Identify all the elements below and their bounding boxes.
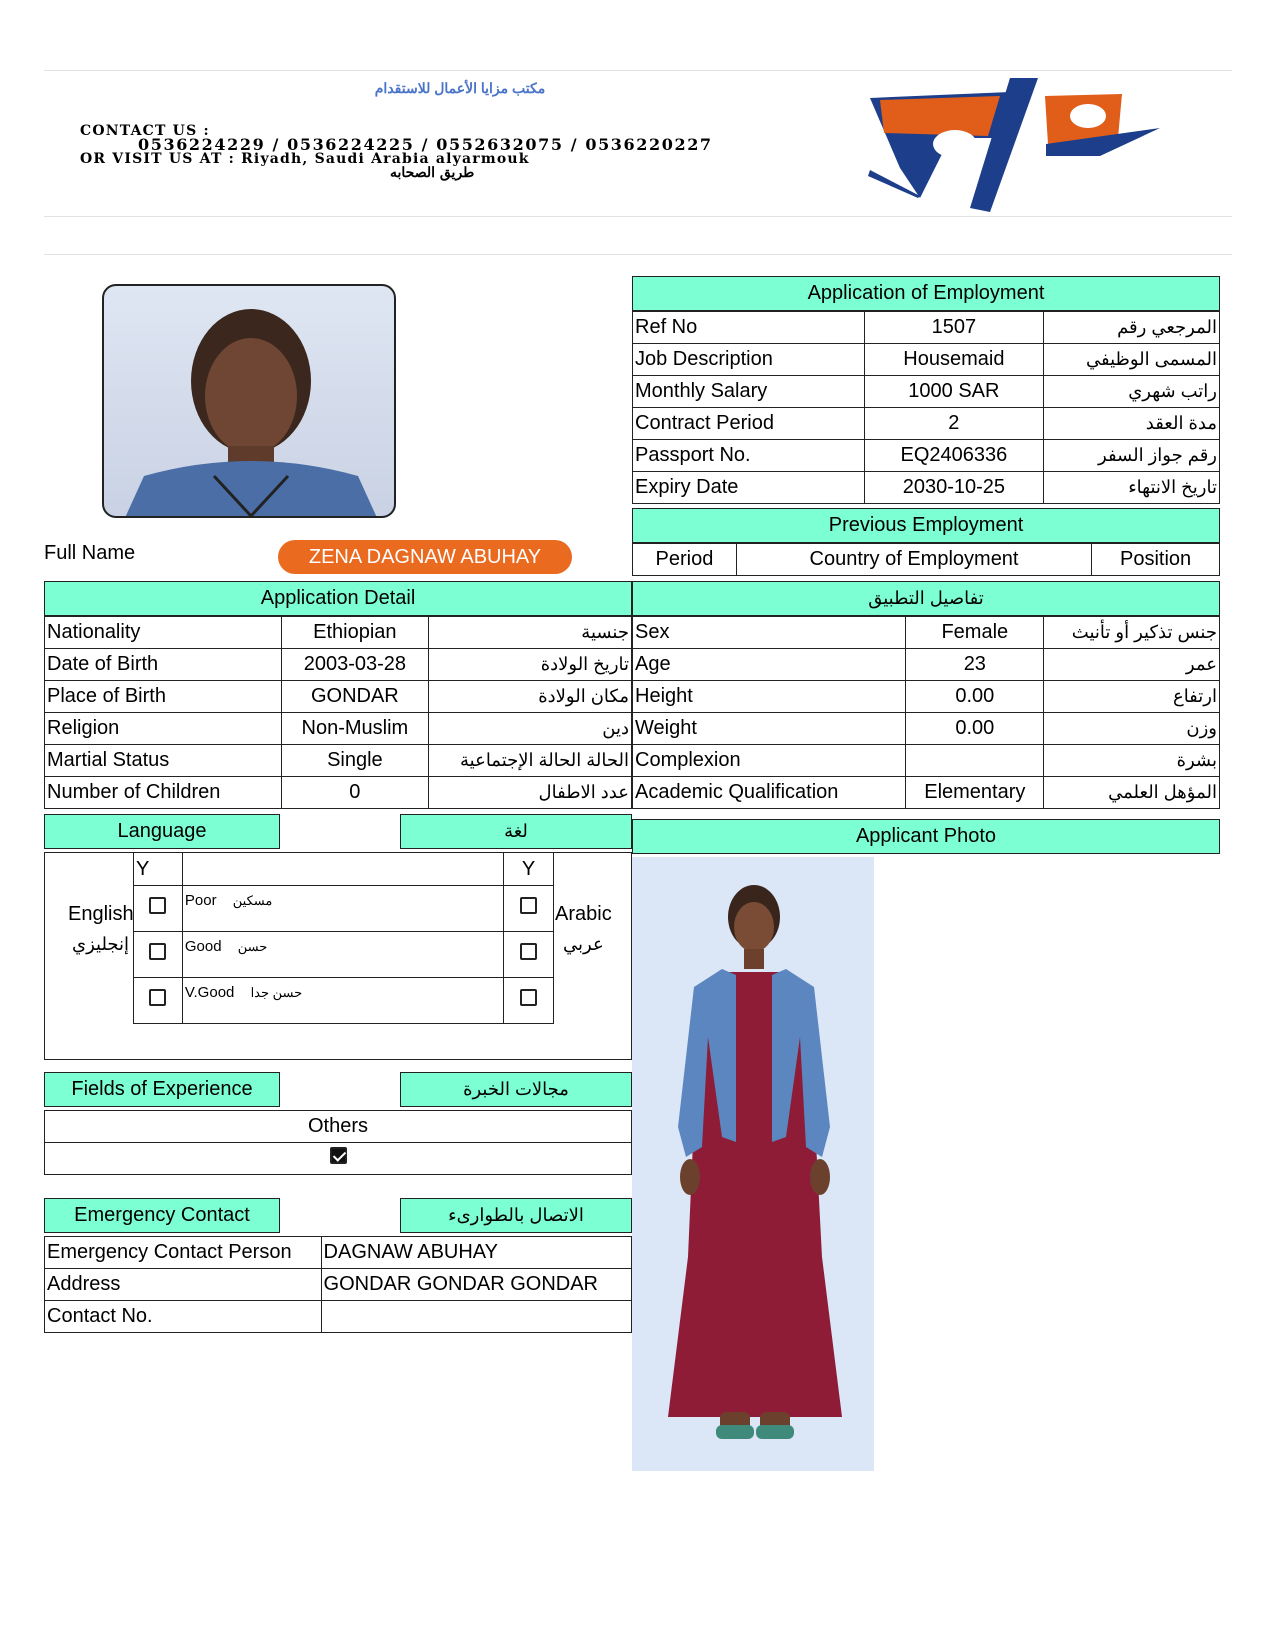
employment-label-ar: المسمى الوظيفي [1044, 344, 1220, 376]
contact-address: OR VISIT US AT : Riyadh, Saudi Arabia alyarmouk [80, 151, 530, 167]
table-row [633, 312, 1220, 344]
column-header: Position [1092, 544, 1220, 576]
column-header: Period [633, 544, 737, 576]
employment-value: Housemaid [864, 344, 1044, 376]
emergency-table [44, 1236, 632, 1333]
office-name-ar: مكتب مزايا الأعمال للاستقدام [374, 80, 546, 96]
contact-block [80, 124, 800, 180]
table-row [633, 745, 1220, 777]
level-label: Good [184, 938, 222, 955]
table-row [633, 440, 1220, 472]
detail-label: Sex [633, 617, 906, 649]
column-header: Country of Employment [736, 544, 1091, 576]
experience-item-cell [45, 1143, 632, 1175]
experience-header: Fields of Experience [44, 1072, 280, 1107]
detail-label: Nationality [45, 617, 282, 649]
employment-label-ar: المرجعي رقم [1044, 312, 1220, 344]
employment-label: Passport No. [633, 440, 865, 472]
arabic-vgood-checkbox[interactable] [520, 989, 537, 1006]
arabic-poor-cell [504, 886, 554, 932]
table-row [45, 1301, 632, 1333]
employment-value: 2 [864, 408, 1044, 440]
table-row [45, 1269, 632, 1301]
english-label-ar: إنجليزي [72, 934, 130, 954]
language-level [182, 978, 503, 1024]
emergency-header-ar: الاتصال بالطوارىء [400, 1198, 632, 1233]
experience-others-checkbox[interactable] [330, 1147, 347, 1164]
detail-value: Non-Muslim [281, 713, 429, 745]
detail-value: 0 [281, 777, 429, 809]
language-header: Language [44, 814, 280, 849]
english-good-cell [134, 932, 183, 978]
full-name-pill: ZENA DAGNAW ABUHAY [278, 540, 572, 574]
table-row [45, 1237, 632, 1269]
detail-label: Height [633, 681, 906, 713]
company-logo [860, 78, 1210, 218]
detail-value [906, 745, 1044, 777]
previous-employment-header: Previous Employment [632, 508, 1220, 543]
detail-label-ar: ارتفاع [1044, 681, 1220, 713]
english-vgood-checkbox[interactable] [149, 989, 166, 1006]
detail-label: Complexion [633, 745, 906, 777]
detail-value: Elementary [906, 777, 1044, 809]
emergency-value: GONDAR GONDAR GONDAR [321, 1269, 631, 1301]
emergency-value [321, 1301, 631, 1333]
level-label-ar: مسكين [232, 893, 273, 908]
detail-label-ar: جنس تذكير أو تأنيث [1044, 617, 1220, 649]
emergency-value: DAGNAW ABUHAY [321, 1237, 631, 1269]
detail-value: 0.00 [906, 713, 1044, 745]
contact-phones: 0536224229 / 0536224225 / 0552632075 / 0536220227 [138, 135, 713, 154]
contact-street-ar: طريق الصحابه [390, 165, 475, 181]
applicant-photo-header: Applicant Photo [632, 819, 1220, 854]
applicant-full-photo [632, 857, 874, 1471]
english-label: English [68, 903, 134, 925]
detail-value: Female [906, 617, 1044, 649]
emergency-label: Address [45, 1269, 322, 1301]
level-label: V.Good [184, 984, 235, 1001]
full-name-label: Full Name [44, 542, 136, 564]
arabic-y-header: Y [504, 853, 554, 886]
table-row [633, 649, 1220, 681]
arabic-vgood-cell [504, 978, 554, 1024]
detail-value: 2003-03-28 [281, 649, 429, 681]
employment-label-ar: تاريخ الانتهاء [1044, 472, 1220, 504]
detail-value: GONDAR [281, 681, 429, 713]
employment-table [632, 311, 1220, 504]
english-good-checkbox[interactable] [149, 943, 166, 960]
table-row [45, 777, 632, 809]
table-row [633, 472, 1220, 504]
level-label: Poor [184, 892, 217, 909]
detail-value: Ethiopian [281, 617, 429, 649]
table-row [633, 408, 1220, 440]
employment-label-ar: رقم جواز السفر [1044, 440, 1220, 472]
detail-label-ar: مكان الولادة [429, 681, 632, 713]
table-row [633, 777, 1220, 809]
detail-value: 0.00 [906, 681, 1044, 713]
detail-label-ar: الحالة الحالة الإجتماعية [429, 745, 632, 777]
table-row [45, 681, 632, 713]
experience-table [44, 1110, 632, 1175]
detail-label: Academic Qualification [633, 777, 906, 809]
arabic-good-checkbox[interactable] [520, 943, 537, 960]
arabic-good-cell [504, 932, 554, 978]
detail-label: Age [633, 649, 906, 681]
employment-label: Job Description [633, 344, 865, 376]
language-level [182, 932, 503, 978]
employment-value: 1507 [864, 312, 1044, 344]
employment-label: Contract Period [633, 408, 865, 440]
emergency-label: Emergency Contact Person [45, 1237, 322, 1269]
table-row [633, 713, 1220, 745]
english-poor-checkbox[interactable] [149, 897, 166, 914]
language-table [133, 852, 554, 1024]
table-row [45, 649, 632, 681]
table-row [134, 978, 554, 1024]
table-row [134, 932, 554, 978]
english-y-header: Y [134, 853, 183, 886]
detail-value: 23 [906, 649, 1044, 681]
language-level [182, 886, 503, 932]
employment-label: Ref No [633, 312, 865, 344]
section-rule [44, 254, 1232, 255]
table-header-row [633, 544, 1220, 576]
contact-label: CONTACT US : [80, 123, 210, 139]
emergency-header: Emergency Contact [44, 1198, 280, 1233]
employment-label-ar: راتب شهري [1044, 376, 1220, 408]
table-row [45, 1111, 632, 1143]
employment-label-ar: مدة العقد [1044, 408, 1220, 440]
detail-label-ar: بشرة [1044, 745, 1220, 777]
employment-value: 1000 SAR [864, 376, 1044, 408]
table-row [45, 745, 632, 777]
english-poor-cell [134, 886, 183, 932]
detail-label: Martial Status [45, 745, 282, 777]
detail-label-ar: المؤهل العلمي [1044, 777, 1220, 809]
application-detail-ar-table [632, 616, 1220, 809]
table-row [134, 886, 554, 932]
table-row [45, 713, 632, 745]
emergency-label: Contact No. [45, 1301, 322, 1333]
employment-label: Expiry Date [633, 472, 865, 504]
language-header-ar: لغة [400, 814, 632, 849]
detail-label: Religion [45, 713, 282, 745]
employment-value: EQ2406336 [864, 440, 1044, 472]
detail-value: Single [281, 745, 429, 777]
table-row [45, 1143, 632, 1175]
header-top-rule [44, 70, 1232, 71]
arabic-label-ar: عربي [563, 934, 604, 954]
arabic-poor-checkbox[interactable] [520, 897, 537, 914]
detail-label: Number of Children [45, 777, 282, 809]
level-label-ar: حسن جدا [250, 985, 303, 1000]
application-detail-ar-header: تفاصيل التطبيق [632, 581, 1220, 616]
detail-label: Date of Birth [45, 649, 282, 681]
table-header-row [134, 853, 554, 886]
table-row [633, 617, 1220, 649]
language-level-header [182, 853, 503, 886]
experience-item-label: Others [45, 1111, 632, 1143]
table-row [633, 344, 1220, 376]
detail-label: Weight [633, 713, 906, 745]
table-row [633, 681, 1220, 713]
detail-label: Place of Birth [45, 681, 282, 713]
level-label-ar: حسن [237, 939, 268, 954]
application-detail-header: Application Detail [44, 581, 632, 616]
employment-header: Application of Employment [632, 276, 1220, 311]
table-row [45, 617, 632, 649]
detail-label-ar: تاريخ الولادة [429, 649, 632, 681]
arabic-label: Arabic [555, 903, 612, 925]
portrait-photo [102, 284, 396, 518]
detail-label-ar: دين [429, 713, 632, 745]
application-detail-table [44, 616, 632, 809]
header-bottom-rule [44, 216, 1232, 217]
employment-value: 2030-10-25 [864, 472, 1044, 504]
table-row [633, 376, 1220, 408]
detail-label-ar: وزن [1044, 713, 1220, 745]
employment-label: Monthly Salary [633, 376, 865, 408]
previous-employment-table [632, 543, 1220, 576]
detail-label-ar: عدد الاطفال [429, 777, 632, 809]
detail-label-ar: جنسية [429, 617, 632, 649]
detail-label-ar: عمر [1044, 649, 1220, 681]
english-vgood-cell [134, 978, 183, 1024]
experience-header-ar: مجالات الخبرة [400, 1072, 632, 1107]
